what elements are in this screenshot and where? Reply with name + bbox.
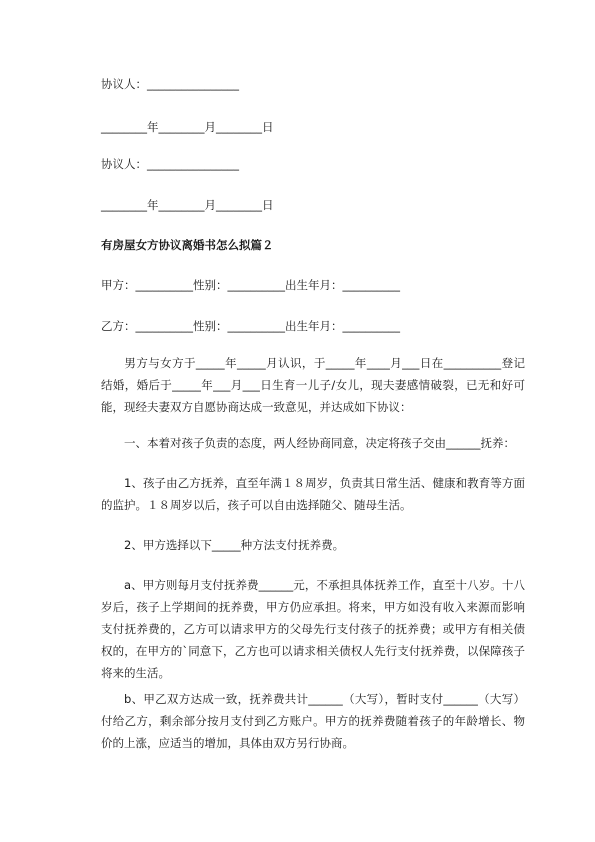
intro-text: 男方与女方于_____年_____月认识，于_____年____月___日在__________登记结婚，婚后于_____年___月___日生育一儿子/女儿，现夫妻感情破裂，已无和好可能，现经夫妻双方自愿协商达成一致意见，并达成如下协议：: [101, 356, 525, 414]
clause-1-2-text: 2、甲方选择以下_____种方法支付抚养费。: [124, 538, 345, 552]
date-line: ________年________月________日: [101, 198, 274, 212]
date-line: ________年________月________日: [101, 120, 274, 134]
signatory-line: 协议人：________________: [101, 77, 239, 91]
clause-1-1-paragraph: [101, 472, 525, 516]
signatory-line: 协议人：________________: [101, 157, 239, 171]
section-title: 有房屋女方协议离婚书怎么拟篇２: [101, 238, 274, 252]
clause-a-paragraph: [101, 574, 525, 684]
clause-1-2-paragraph: [101, 534, 525, 556]
party-b-line: 乙方：__________性别：__________出生年月：__________: [101, 319, 400, 333]
party-a-line: 甲方：__________性别：__________出生年月：__________: [101, 278, 400, 292]
clause-1-1-text: 1、孩子由乙方抚养，直至年满１８周岁，负责其日常生活、健康和教育等方面的监护。１８周岁以后，孩子可以自由选择随父、随母生活。: [101, 476, 525, 512]
clause-a-text: a、甲方则每月支付抚养费______元，不承担具体抚养工作，直至十八岁。十八岁后，孩子上学期间的抚养费，甲方仍应承担。将来，甲方如没有收入来源而影响支付抚养费的，乙方可以请求甲方的父母先行支付孩子的抚养费；或甲方有相关债权的，在甲方的`同意下，乙方也可以请求相关债权人先行支付抚养费，以保障孩子将来的生活。: [101, 578, 525, 680]
intro-paragraph: [101, 352, 525, 418]
clause-1-text: 一、本着对孩子负责的态度，两人经协商同意，决定将孩子交由______抚养：: [124, 436, 515, 450]
clause-1-paragraph: [101, 432, 525, 454]
clause-b-text: b、甲乙双方达成一致，抚养费共计______（大写），暂时支付______（大写）付给乙方，剩余部分按月支付到乙方账户。甲方的抚养费随着孩子的年龄增长、物价的上涨，应适当的增加，具体由双方另行协商。: [101, 692, 525, 750]
clause-b-paragraph: [101, 688, 525, 754]
